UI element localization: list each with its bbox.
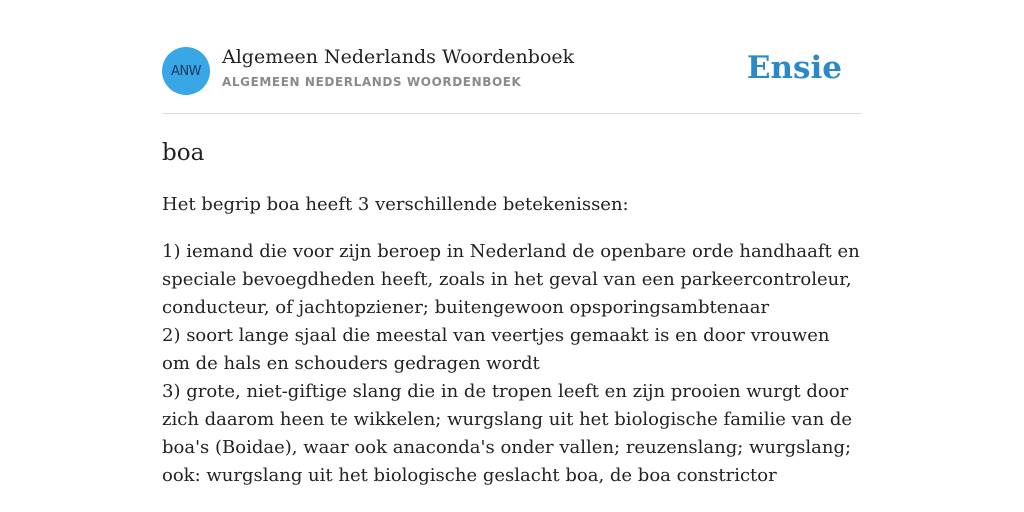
- ensie-logo-link[interactable]: Ensie: [746, 50, 842, 86]
- source-avatar[interactable]: [162, 47, 210, 95]
- definition-card: [162, 0, 862, 490]
- intro-text: Het begrip boa heeft 3 verschillende betekenissen:: [162, 194, 629, 215]
- card-header: [162, 0, 862, 114]
- source-name[interactable]: Algemeen Nederlands Woordenboek: [222, 46, 575, 68]
- page-title: boa: [162, 140, 205, 166]
- source-subtitle: ALGEMEEN NEDERLANDS WOORDENBOEK: [222, 75, 522, 89]
- definition-item: 3) grote, niet-giftige slang die in de tropen leeft en zijn prooien wurgt door zich daarom heen te wikkelen; wurgslang uit het biologische familie van de boa's (Boidae), waar ook anaconda's onder vallen; reuzenslang; wurgslang; ook: wurgslang uit het biologische geslacht boa, de boa constrictor: [162, 381, 853, 486]
- definition-item: 1) iemand die voor zijn beroep in Nederland de openbare orde handhaaft en speciale bevoegdheden heeft, zoals in het geval van een parkeercontroleur, conducteur, of jachtopziener; buitengewoon opsporingsambtenaar: [162, 241, 860, 318]
- definitions-list: [162, 238, 862, 490]
- definition-item: 2) soort lange sjaal die meestal van veertjes gemaakt is en door vrouwen om de hals en schouders gedragen wordt: [162, 325, 830, 374]
- avatar-label: ANW: [171, 63, 201, 79]
